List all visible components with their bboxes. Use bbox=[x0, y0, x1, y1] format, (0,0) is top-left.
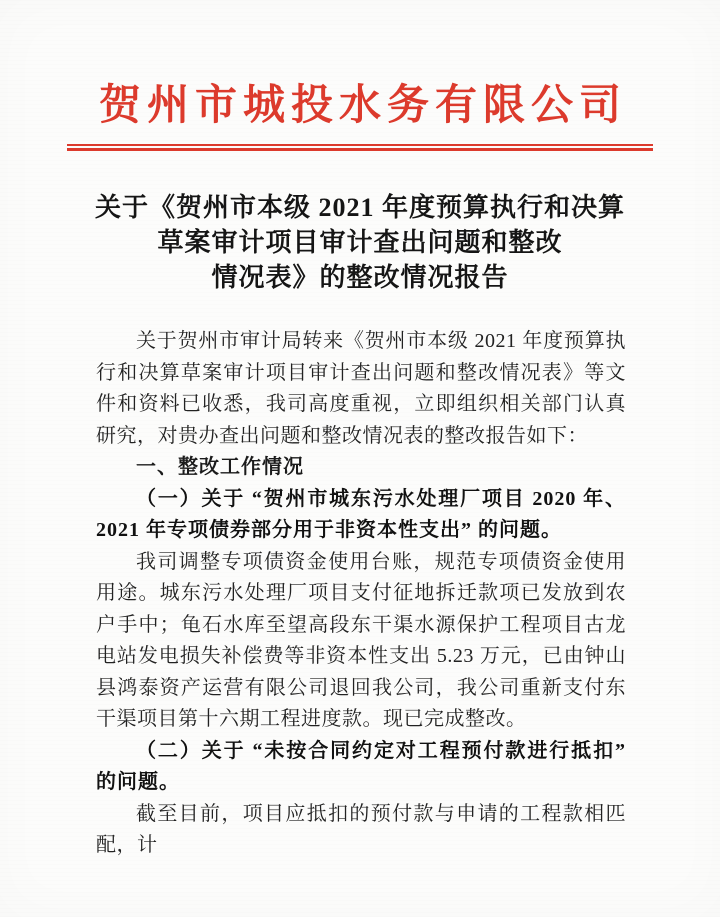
letterhead-rule bbox=[67, 144, 653, 151]
letterhead-rule-thick-line bbox=[67, 148, 653, 151]
subsection-heading-issue-1: （一）关于 “贺州市城东污水处理厂项目 2020 年、2021 年专项债券部分用于非资本性支出” 的问题。 bbox=[96, 487, 626, 541]
paragraph-intro: 关于贺州市审计局转来《贺州市本级 2021 年度预算执行和决算草案审计项目审计查出问题和整改情况表》等文件和资料已收悉，我司高度重视，立即组织相关部门认真研究，对贵办查出问题和整改情况表的整改报告如下： bbox=[96, 330, 626, 447]
document-title-line-1: 关于《贺州市本级 2021 年度预算执行和决算 bbox=[94, 193, 625, 222]
paragraph-rectification-issue-1: 我司调整专项债资金使用台账，规范专项债资金使用用途。城东污水处理厂项目支付征地拆迁款项已发放到农户手中；龟石水库至望高段东干渠水源保护工程项目古龙电站发电损失补偿费等非资本性支出 5.23 万元，已由钟山县鸿泰资产运营有限公司退回我公司，我公司重新支付东干渠项目第十六期工程进度款。现已完成整改。 bbox=[96, 550, 626, 730]
paragraph-rectification-issue-2: 截至目前，项目应抵扣的预付款与申请的工程款相匹配，计 bbox=[96, 802, 626, 856]
document-title-line-2: 草案审计项目审计查出问题和整改 bbox=[157, 228, 563, 257]
section-heading-rectification-work: 一、整改工作情况 bbox=[136, 456, 304, 478]
company-name: 贺州市城投水务有限公司 bbox=[98, 83, 627, 129]
letterhead bbox=[0, 0, 720, 151]
document-body bbox=[0, 326, 720, 862]
document-title-line-3: 情况表》的整改情况报告 bbox=[211, 263, 509, 292]
document-title bbox=[60, 190, 660, 295]
subsection-heading-issue-2: （二）关于 “未按合同约定对工程预付款进行抵扣” 的问题。 bbox=[96, 739, 626, 793]
